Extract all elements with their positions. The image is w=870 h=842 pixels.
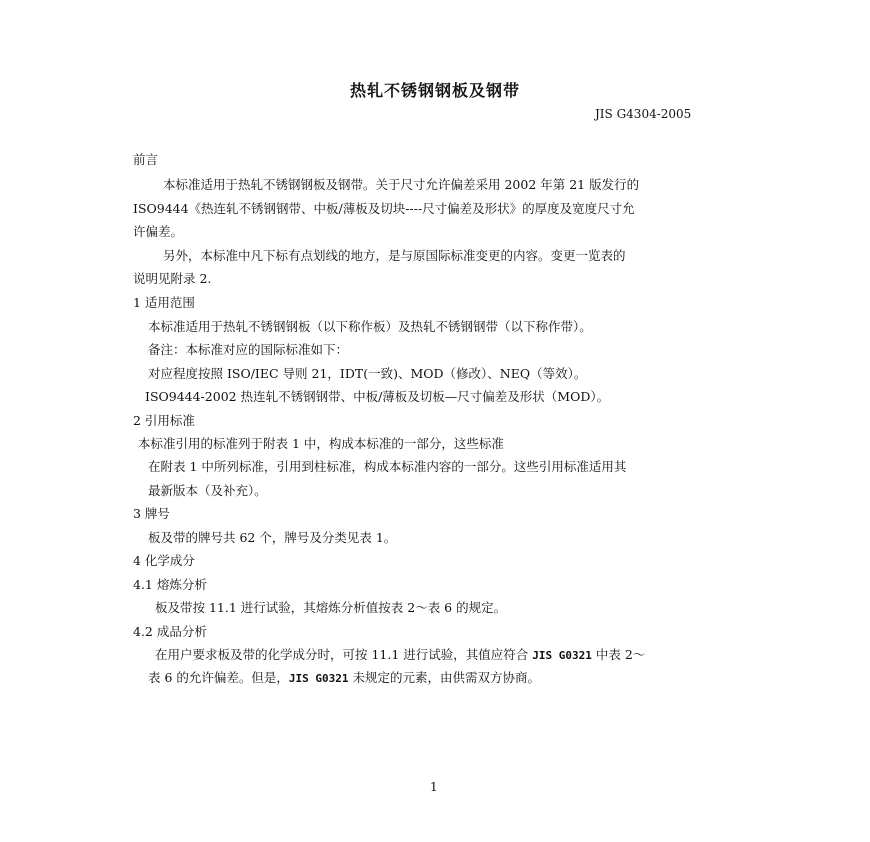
section-4-2-line-1-text-a: 在用户要求板及带的化学成分时，可按 11.1 进行试验，其值应符合 <box>155 647 533 662</box>
foreword-paragraph-2-line-1: 另外，本标准中凡下标有点划线的地方，是与原国际标准变更的内容。变更一览表的 <box>163 248 626 263</box>
foreword-heading: 前言 <box>133 152 159 167</box>
section-2-line-3: 最新版本（及补充）。 <box>148 483 267 498</box>
section-4-2-line-2-text-b: 未规定的元素，由供需双方协商。 <box>348 670 540 685</box>
document-title: 热轧不锈钢钢板及钢带 <box>349 81 520 100</box>
standard-code-ref: JIS G0321 <box>532 649 592 662</box>
section-2-heading: 2 引用标准 <box>133 413 195 428</box>
section-4-heading: 4 化学成分 <box>133 553 195 568</box>
foreword-paragraph-1-line-3: 许偏差。 <box>133 224 184 239</box>
section-2-line-2: 在附表 1 中所列标准，引用到柱标准，构成本标准内容的一部分。这些引用标准适用其 <box>148 459 627 474</box>
section-1-line-3: 对应程度按照 ISO/IEC 导则 21，IDT(一致)、MOD（修改）、NEQ（等效）。 <box>148 366 587 381</box>
standard-number: JIS G4304-2005 <box>595 107 692 121</box>
foreword-paragraph-2-line-2: 说明见附录 2. <box>133 271 212 286</box>
section-2-line-1: 本标准引用的标准列于附表 1 中，构成本标准的一部分，这些标准 <box>138 436 504 451</box>
section-4-1-line-1: 板及带按 11.1 进行试验，其熔炼分析值按表 2～表 6 的规定。 <box>155 600 507 615</box>
section-1-heading: 1 适用范围 <box>133 295 195 310</box>
section-4-1-heading: 4.1 熔炼分析 <box>133 577 207 592</box>
page-number: 1 <box>430 780 438 794</box>
section-3-line-1: 板及带的牌号共 62 个，牌号及分类见表 1。 <box>148 530 397 545</box>
section-1-line-1: 本标准适用于热轧不锈钢钢板（以下称作板）及热轧不锈钢钢带（以下称作带）。 <box>148 319 592 334</box>
standard-code-ref: JIS G0321 <box>288 672 349 685</box>
section-4-2-line-2 <box>148 670 540 687</box>
section-1-line-2: 备注：本标准对应的国际标准如下： <box>148 342 349 357</box>
section-4-2-line-1-text-b: 中表 2～ <box>591 647 646 662</box>
section-4-2-line-2-text-a: 表 6 的允许偏差。但是， <box>148 670 289 685</box>
foreword-paragraph-1-line-1: 本标准适用于热轧不锈钢钢板及钢带。关于尺寸允许偏差采用 2002 年第 21 版发行的 <box>163 177 640 192</box>
section-4-2-line-1 <box>155 647 645 664</box>
section-4-2-heading: 4.2 成品分析 <box>133 624 207 639</box>
foreword-paragraph-1-line-2: ISO9444《热连轧不锈钢钢带、中板/薄板及切块----尺寸偏差及形状》的厚度及宽度尺寸允 <box>133 201 635 216</box>
section-1-line-4: ISO9444-2002 热连轧不锈钢钢带、中板/薄板及切板—尺寸偏差及形状（MOD）。 <box>145 389 610 404</box>
section-3-heading: 3 牌号 <box>133 506 170 521</box>
